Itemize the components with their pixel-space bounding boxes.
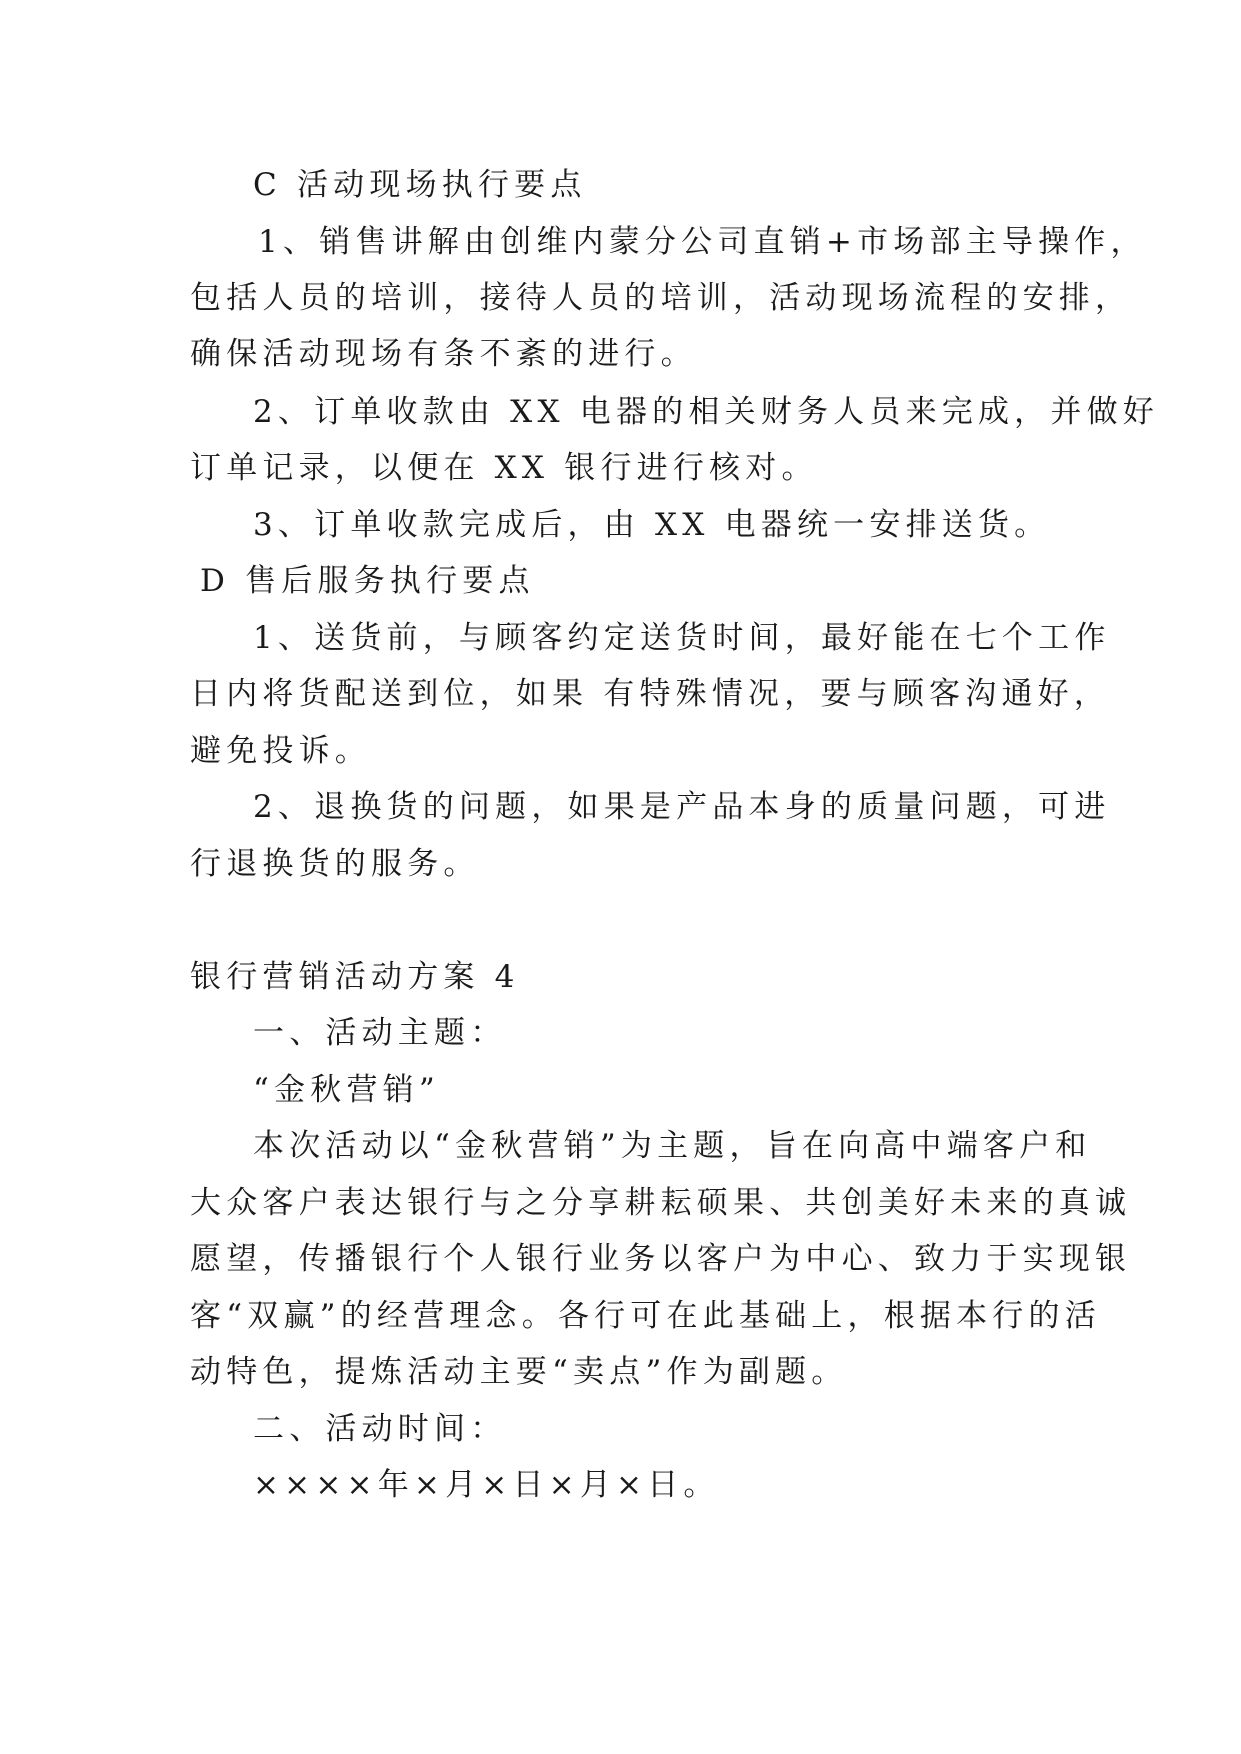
theme-name: “金秋营销” [253,1072,440,1108]
paragraph-line: 1、销售讲解由创维内蒙分公司直销+市场部主导操作， [258,224,1147,260]
paragraph-line: 愿望，传播银行个人银行业务以客户为中心、致力于实现银 [190,1241,1132,1277]
paragraph-line: 确保活动现场有条不紊的进行。 [190,336,697,372]
paragraph-line: 本次活动以“金秋营销”为主题，旨在向高中端客户和 [253,1128,1092,1164]
paragraph-line: 3、订单收款完成后，由 XX 电器统一安排送货。 [253,507,1051,543]
paragraph-line: 大众客户表达银行与之分享耕耘硕果、共创美好未来的真诚 [190,1185,1132,1221]
subsection-heading: 二、活动时间： [253,1411,507,1447]
paragraph-line: 1、送货前，与顾客约定送货时间，最好能在七个工作 [253,620,1111,656]
section-heading-c: C 活动现场执行要点 [253,167,587,203]
paragraph-line: 2、退换货的问题，如果是产品本身的质量问题，可进 [253,789,1111,825]
paragraph-line: 客“双赢”的经营理念。各行可在此基础上，根据本行的活 [190,1298,1101,1334]
paragraph-line: 避免投诉。 [190,733,371,769]
paragraph-line: 订单记录，以便在 XX 银行进行核对。 [190,450,818,486]
paragraph-line: 日内将货配送到位，如果 有特殊情况，要与顾客沟通好， [190,676,1111,712]
paragraph-line: 动特色，提炼活动主要“卖点”作为副题。 [190,1354,848,1390]
subsection-heading: 一、活动主题： [253,1015,507,1051]
paragraph-line: 行退换货的服务。 [190,846,480,882]
section-heading-d: D 售后服务执行要点 [200,563,535,599]
document-title: 银行营销活动方案 4 [190,959,520,995]
paragraph-line: 2、订单收款由 XX 电器的相关财务人员来完成，并做好 [253,394,1159,430]
paragraph-line: ××××年×月×日×月×日。 [253,1467,720,1503]
paragraph-line: 包括人员的培训，接待人员的培训，活动现场流程的安排， [190,280,1132,316]
